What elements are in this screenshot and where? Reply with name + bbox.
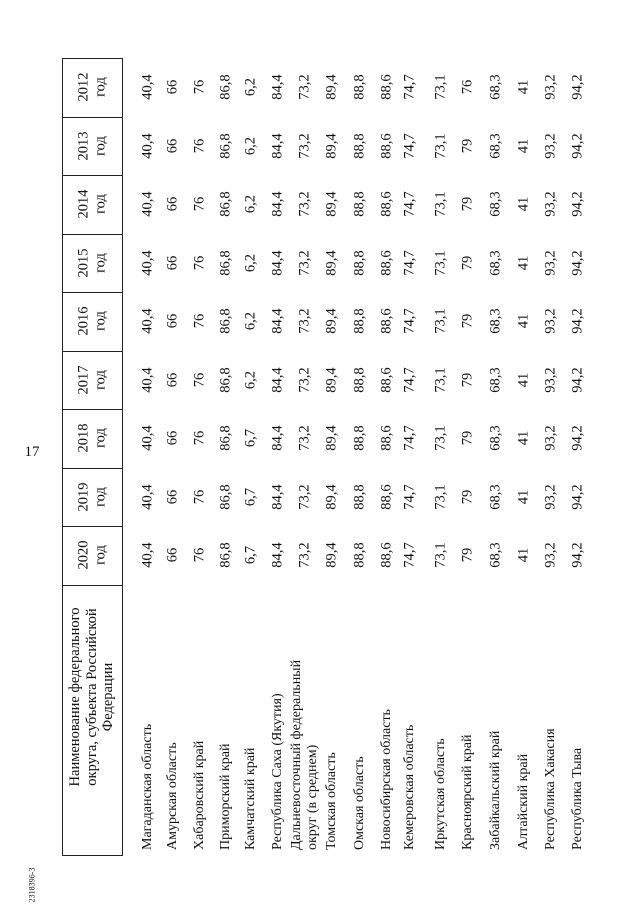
value-cell: 88,8 (351, 308, 368, 334)
value-cell: 88,6 (378, 484, 395, 510)
row-name: Красноярский край (459, 734, 475, 850)
value-cell: 68,3 (487, 191, 504, 217)
value-cell: 40,4 (139, 425, 156, 451)
value-cell: 79 (459, 548, 476, 563)
value-cell: 79 (459, 431, 476, 446)
value-cell: 6,7 (242, 429, 259, 448)
value-cell: 66 (164, 372, 181, 387)
value-cell: 40,4 (139, 367, 156, 393)
value-cell: 88,6 (378, 367, 395, 393)
value-cell: 79 (459, 489, 476, 504)
value-cell: 86,8 (217, 542, 234, 568)
page-number: 17 (24, 444, 40, 460)
value-cell: 84,4 (269, 250, 286, 276)
header-year-unit: год (92, 135, 108, 156)
value-cell: 74,7 (401, 425, 418, 451)
value-cell: 68,3 (487, 74, 504, 100)
table-bottom-rule (62, 855, 123, 856)
value-cell: 76 (191, 548, 208, 563)
value-cell: 88,6 (378, 250, 395, 276)
value-cell: 6,2 (242, 370, 259, 389)
value-cell: 79 (459, 255, 476, 270)
value-cell: 74,7 (401, 133, 418, 159)
value-cell: 84,4 (269, 133, 286, 159)
value-cell: 88,6 (378, 425, 395, 451)
value-cell: 93,2 (542, 308, 559, 334)
header-year-label: 2018 (75, 423, 92, 453)
header-year-label: 2016 (75, 306, 92, 336)
header-year-unit: год (92, 428, 108, 449)
header-year-2016 (62, 292, 122, 351)
value-cell: 73,2 (296, 308, 313, 334)
header-year-unit: год (92, 77, 108, 98)
value-cell: 84,4 (269, 367, 286, 393)
header-year-2014 (62, 175, 122, 234)
value-cell: 93,2 (542, 191, 559, 217)
value-cell: 73,1 (432, 250, 449, 276)
value-cell: 40,4 (139, 542, 156, 568)
row-name: Иркутская область (432, 738, 448, 850)
row-name: Республика Тыва (569, 747, 585, 850)
value-cell: 89,4 (323, 133, 340, 159)
row-name: Кемеровская область (401, 724, 417, 850)
value-cell: 66 (164, 489, 181, 504)
value-cell: 40,4 (139, 133, 156, 159)
row-name: Алтайский край (515, 753, 531, 850)
value-cell: 73,1 (432, 74, 449, 100)
header-year-unit: год (92, 545, 108, 566)
value-cell: 93,2 (542, 250, 559, 276)
value-cell: 41 (515, 548, 532, 563)
value-cell: 68,3 (487, 133, 504, 159)
value-cell: 88,6 (378, 308, 395, 334)
value-cell: 84,4 (269, 542, 286, 568)
row-name: Камчатский край (242, 747, 258, 850)
value-cell: 93,2 (542, 542, 559, 568)
table-header-rule (122, 58, 123, 855)
value-cell: 88,8 (351, 367, 368, 393)
row-name: Хабаровский край (191, 740, 207, 850)
value-cell: 41 (515, 197, 532, 212)
value-cell: 93,2 (542, 367, 559, 393)
value-cell: 73,2 (296, 367, 313, 393)
value-cell: 76 (191, 431, 208, 446)
value-cell: 94,2 (569, 484, 586, 510)
value-cell: 88,6 (378, 74, 395, 100)
value-cell: 73,2 (296, 133, 313, 159)
value-cell: 79 (459, 197, 476, 212)
header-year-unit: год (92, 194, 108, 215)
value-cell: 88,6 (378, 133, 395, 159)
header-year-label: 2014 (75, 189, 92, 219)
value-cell: 73,2 (296, 74, 313, 100)
value-cell: 6,7 (242, 546, 259, 565)
header-year-unit: год (92, 311, 108, 332)
value-cell: 41 (515, 489, 532, 504)
row-name: Магаданская область (139, 723, 155, 850)
value-cell: 88,8 (351, 133, 368, 159)
value-cell: 74,7 (401, 308, 418, 334)
value-cell: 79 (459, 372, 476, 387)
value-cell: 74,7 (401, 367, 418, 393)
row-name: Приморский край (217, 743, 233, 850)
value-cell: 68,3 (487, 484, 504, 510)
value-cell: 89,4 (323, 308, 340, 334)
header-year-2017 (62, 351, 122, 410)
value-cell: 84,4 (269, 484, 286, 510)
value-cell: 76 (191, 489, 208, 504)
value-cell: 66 (164, 80, 181, 95)
value-cell: 84,4 (269, 308, 286, 334)
value-cell: 94,2 (569, 191, 586, 217)
value-cell: 68,3 (487, 367, 504, 393)
header-year-unit: год (92, 486, 108, 507)
header-year-2012 (62, 58, 122, 117)
value-cell: 89,4 (323, 191, 340, 217)
header-year-2020 (62, 526, 122, 585)
value-cell: 79 (459, 314, 476, 329)
value-cell: 84,4 (269, 191, 286, 217)
value-cell: 41 (515, 431, 532, 446)
value-cell: 89,4 (323, 542, 340, 568)
value-cell: 94,2 (569, 133, 586, 159)
value-cell: 68,3 (487, 542, 504, 568)
header-year-label: 2012 (75, 72, 92, 102)
value-cell: 41 (515, 372, 532, 387)
header-year-label: 2017 (75, 365, 92, 395)
value-cell: 41 (515, 255, 532, 270)
value-cell: 88,8 (351, 191, 368, 217)
header-year-2015 (62, 234, 122, 293)
value-cell: 84,4 (269, 425, 286, 451)
value-cell: 86,8 (217, 133, 234, 159)
value-cell: 76 (191, 255, 208, 270)
value-cell: 66 (164, 548, 181, 563)
header-year-label: 2019 (75, 482, 92, 512)
value-cell: 73,2 (296, 250, 313, 276)
value-cell: 74,7 (401, 191, 418, 217)
header-year-2018 (62, 409, 122, 468)
value-cell: 94,2 (569, 250, 586, 276)
value-cell: 94,2 (569, 74, 586, 100)
value-cell: 73,1 (432, 484, 449, 510)
value-cell: 86,8 (217, 425, 234, 451)
value-cell: 74,7 (401, 484, 418, 510)
value-cell: 86,8 (217, 484, 234, 510)
value-cell: 68,3 (487, 250, 504, 276)
value-cell: 89,4 (323, 250, 340, 276)
value-cell: 73,1 (432, 425, 449, 451)
row-name: Республика Саха (Якутия) (269, 693, 285, 850)
value-cell: 41 (515, 314, 532, 329)
row-name: Забайкальский край (487, 730, 503, 850)
value-cell: 94,2 (569, 425, 586, 451)
value-cell: 94,2 (569, 542, 586, 568)
header-name-cell: Наименование федерального округа, субъекта Российской Федерации (66, 607, 117, 786)
value-cell: 86,8 (217, 74, 234, 100)
value-cell: 93,2 (542, 133, 559, 159)
value-cell: 41 (515, 138, 532, 153)
value-cell: 76 (459, 80, 476, 95)
header-year-label: 2015 (75, 248, 92, 278)
row-name: Томская область (323, 752, 339, 850)
value-cell: 6,2 (242, 195, 259, 214)
value-cell: 73,1 (432, 191, 449, 217)
header-column-separator (62, 585, 123, 586)
value-cell: 86,8 (217, 191, 234, 217)
value-cell: 68,3 (487, 308, 504, 334)
value-cell: 86,8 (217, 367, 234, 393)
value-cell: 89,4 (323, 74, 340, 100)
value-cell: 94,2 (569, 367, 586, 393)
value-cell: 68,3 (487, 425, 504, 451)
value-cell: 73,1 (432, 133, 449, 159)
value-cell: 88,8 (351, 542, 368, 568)
value-cell: 79 (459, 138, 476, 153)
value-cell: 41 (515, 80, 532, 95)
header-year-unit: год (92, 252, 108, 273)
value-cell: 74,7 (401, 74, 418, 100)
value-cell: 93,2 (542, 484, 559, 510)
value-cell: 88,8 (351, 74, 368, 100)
value-cell: 94,2 (569, 308, 586, 334)
value-cell: 6,2 (242, 78, 259, 97)
value-cell: 76 (191, 314, 208, 329)
row-name: Республика Хакасия (542, 728, 558, 850)
value-cell: 86,8 (217, 250, 234, 276)
document-code: 2318396-3 (27, 867, 37, 903)
value-cell: 40,4 (139, 308, 156, 334)
value-cell: 73,2 (296, 542, 313, 568)
value-cell: 88,8 (351, 250, 368, 276)
value-cell: 76 (191, 197, 208, 212)
value-cell: 73,2 (296, 484, 313, 510)
value-cell: 40,4 (139, 250, 156, 276)
row-name: Омская область (351, 756, 367, 850)
value-cell: 40,4 (139, 74, 156, 100)
value-cell: 93,2 (542, 74, 559, 100)
value-cell: 6,2 (242, 136, 259, 155)
value-cell: 88,6 (378, 191, 395, 217)
row-name: Амурская область (164, 742, 180, 850)
value-cell: 6,2 (242, 312, 259, 331)
value-cell: 66 (164, 255, 181, 270)
value-cell: 73,1 (432, 367, 449, 393)
value-cell: 88,8 (351, 484, 368, 510)
header-year-unit: год (92, 369, 108, 390)
value-cell: 73,2 (296, 425, 313, 451)
value-cell: 73,2 (296, 191, 313, 217)
value-cell: 74,7 (401, 542, 418, 568)
value-cell: 89,4 (323, 425, 340, 451)
value-cell: 84,4 (269, 74, 286, 100)
header-year-label: 2020 (75, 540, 92, 570)
value-cell: 73,1 (432, 542, 449, 568)
value-cell: 6,2 (242, 253, 259, 272)
value-cell: 66 (164, 138, 181, 153)
value-cell: 88,8 (351, 425, 368, 451)
value-cell: 89,4 (323, 484, 340, 510)
row-name: Новосибирская область (378, 709, 394, 850)
header-year-2013 (62, 117, 122, 176)
header-year-label: 2013 (75, 131, 92, 161)
value-cell: 89,4 (323, 367, 340, 393)
value-cell: 86,8 (217, 308, 234, 334)
value-cell: 76 (191, 138, 208, 153)
value-cell: 6,7 (242, 487, 259, 506)
value-cell: 40,4 (139, 191, 156, 217)
value-cell: 88,6 (378, 542, 395, 568)
value-cell: 40,4 (139, 484, 156, 510)
value-cell: 93,2 (542, 425, 559, 451)
value-cell: 76 (191, 80, 208, 95)
header-year-2019 (62, 468, 122, 527)
value-cell: 66 (164, 431, 181, 446)
value-cell: 76 (191, 372, 208, 387)
value-cell: 73,1 (432, 308, 449, 334)
value-cell: 66 (164, 197, 181, 212)
row-name: Дальневосточный федеральный округ (в среднем) (288, 659, 320, 850)
value-cell: 66 (164, 314, 181, 329)
value-cell: 74,7 (401, 250, 418, 276)
